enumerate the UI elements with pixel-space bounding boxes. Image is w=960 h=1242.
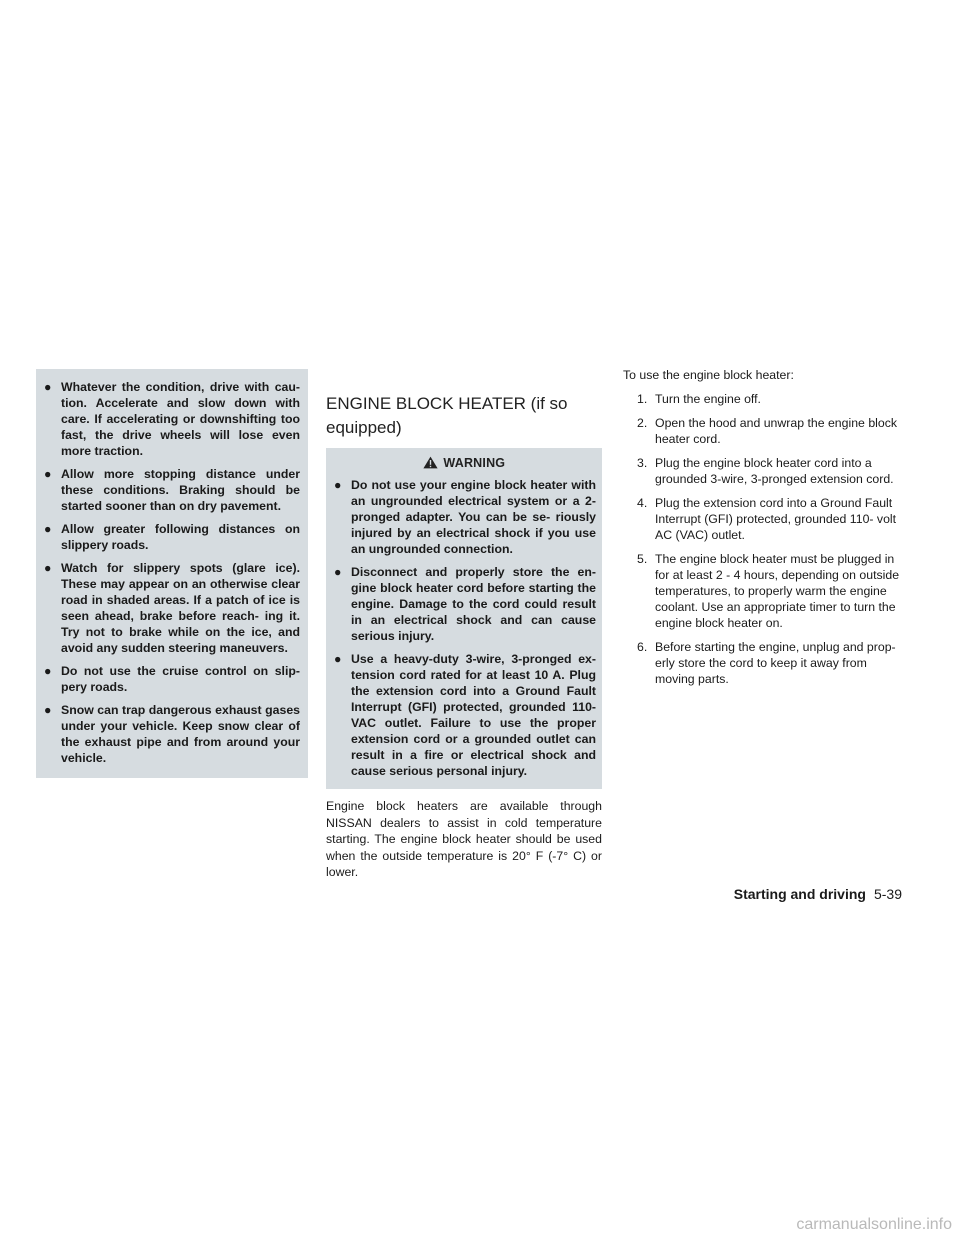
page-number: 5-39 (873, 886, 902, 902)
list-item: ● Whatever the condition, drive with cau- tion. Accelerate and slow down with care. If accelerating or downshifting too fast, the drive wheels will lose even more traction. (44, 380, 300, 458)
instructions-intro: To use the engine block heater: (623, 368, 794, 382)
list-item: 6. Before starting the engine, unplug and prop- erly store the cord to keep it away from moving parts. (637, 640, 896, 686)
bullet-icon: ● (44, 467, 52, 481)
list-item: 3. Plug the engine block heater cord into a grounded 3-wire, 3-pronged extension cord. (637, 456, 894, 486)
list-item: ● Do not use your engine block heater with an ungrounded electrical system or a 2-pronged adapter. You can be se- riously injured by an electrical shock if you use an ungrounded connection. (334, 478, 596, 556)
instructions-list (623, 391, 903, 687)
list-item: 5. The engine block heater must be plugged in for at least 2 - 4 hours, depending on outside temperatures, to properly warm the engine coolant. Use an appropriate timer to turn the engine block heater on. (637, 552, 900, 630)
list-item: 1. Turn the engine off. (637, 392, 761, 406)
watermark: carmanualsonline.info (796, 1216, 952, 1233)
bullet-icon: ● (44, 522, 52, 536)
list-item: 4. Plug the extension cord into a Ground Fault Interrupt (GFI) protected, grounded 110- volt AC (VAC) outlet. (637, 496, 897, 542)
engine-heater-section (326, 392, 602, 881)
warning-box (326, 448, 602, 789)
body-paragraph: Engine block heaters are available through NISSAN dealers to assist in cold temperature starting. The engine block heater should be used when the outside temperature is 20° F (-7° C) or lower. (326, 799, 602, 879)
list-item: ● Snow can trap dangerous exhaust gases under your vehicle. Keep snow clear of the exhaust pipe and from around your vehicle. (44, 703, 300, 765)
list-item: 2. Open the hood and unwrap the engine block heater cord. (637, 416, 898, 446)
list-item: ● Watch for slippery spots (glare ice). These may appear on an otherwise clear road in shaded areas. If a patch of ice is seen ahead, brake before reach- ing it. Try not to brake while on the ice, and avoid any sudden steering maneuvers. (44, 561, 300, 655)
caution-box (36, 369, 308, 778)
page-footer (734, 886, 902, 902)
list-item: ● Do not use the cruise control on slip- pery roads. (44, 664, 300, 694)
warning-title: WARNING (443, 456, 506, 470)
warning-bullet-list (332, 477, 596, 779)
bullet-icon: ● (334, 652, 342, 666)
bullet-icon: ● (44, 380, 52, 394)
list-item: ● Allow more stopping distance under these conditions. Braking should be started sooner than on dry pavement. (44, 467, 300, 513)
footer-section-title: Starting and driving (733, 886, 866, 902)
section-heading: ENGINE BLOCK HEATER (if so equipped) (326, 394, 568, 437)
list-item: ● Allow greater following distances on slippery roads. (44, 522, 300, 552)
warning-header (332, 448, 596, 477)
caution-bullet-list (42, 379, 300, 766)
bullet-icon: ● (44, 703, 52, 717)
bullet-icon: ● (44, 561, 52, 575)
bullet-icon: ● (334, 565, 342, 579)
list-item: ● Use a heavy-duty 3-wire, 3-pronged ex- tension cord rated for at least 10 A. Plug the extension cord into a Ground Fault Interrupt (GFI) protected, grounded 110-VAC outlet. Failure to use the proper extension cord or a grounded outlet can result in a fire or electrical shock and cause serious personal injury. (334, 652, 596, 778)
bullet-icon: ● (334, 478, 342, 492)
instructions-section (623, 367, 903, 695)
list-item: ● Disconnect and properly store the en- gine block heater cord before starting the engine. Damage to the cord could result in an electrical shock and can cause serious injury. (334, 565, 596, 643)
bullet-icon: ● (44, 664, 52, 678)
warning-triangle-icon (423, 456, 438, 469)
